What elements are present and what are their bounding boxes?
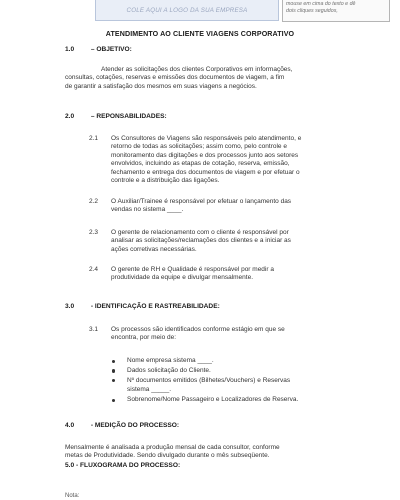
section-3-heading: [65, 303, 220, 310]
item-2-1-line: controle e a distribuição das ligações.: [111, 177, 220, 185]
item-2-1-line: retorno de todas as solicitações; assim como, pelo controle e: [111, 143, 287, 151]
list-item: Dados solicitação do Cliente.: [112, 367, 298, 375]
section-3-title: - IDENTIFICAÇÃO E RASTREABILIDADE:: [90, 303, 220, 310]
item-3-1-line: encontra, por meio de:: [111, 334, 177, 342]
section-3-number: 3.0: [65, 303, 75, 310]
item-2-3-line: O gerente de relacionamento com o cliente é responsável por: [111, 229, 289, 236]
item-3-1-number: 3.1: [89, 326, 99, 333]
section-1-text: [65, 66, 339, 91]
item-2-1-line: Os Consultores de Viagens são responsáveis pelo atendimento, e: [111, 135, 302, 142]
logo-placeholder-text: COLE AQUI A LOGO DA SUA EMPRESA: [126, 6, 248, 14]
instruction-note-line-1: mouse em cima do texto e dê: [286, 1, 356, 7]
section-1-line-1: Atender as solicitações dos clientes Corporativos em informações,: [101, 66, 293, 73]
item-2-3-line: analisar as solicitações/reclamações dos clientes e a iniciar as: [111, 237, 291, 245]
list-item: Sobrenome/Nome Passageiro e Localizadores de Reserva.: [112, 396, 298, 404]
section-1-title: – OBJETIVO:: [90, 46, 132, 53]
section-2-title: – REPONSABILIDADES:: [90, 113, 167, 120]
instruction-note-box: [282, 0, 390, 22]
item-2-2-line: O Auxiliar/Trainee é responsável por efetuar o lançamento das: [111, 198, 292, 205]
item-2-4-number: 2.4: [89, 266, 99, 273]
item-2-1-line: envolvidos, incluindo as etapas de cotação, reserva, emissão,: [111, 160, 290, 168]
item-2-1-line: monitoramento das digitações e dos processos junto aos setores: [111, 151, 299, 159]
document-title: ATENDIMENTO AO CLIENTE VIAGENS CORPORATIVO: [105, 30, 295, 38]
section-5-heading: 5.0 - FLUXOGRAMA DO PROCESSO:: [65, 462, 181, 469]
footer-note-label: Nota:: [65, 493, 80, 499]
list-item: Nome empresa sistema ____.: [112, 357, 298, 365]
item-2-1-text: [111, 135, 339, 185]
item-2-4-line: O gerente de RH e Qualidade é responsável por medir a: [111, 266, 274, 273]
item-3-1-line: Os processos são identificados conforme estágio em que se: [111, 326, 285, 333]
section-2-number: 2.0: [65, 113, 75, 120]
footer-note: [65, 493, 79, 499]
item-2-1-line: fechamento e entrega dos documentos de viagem e por efetuar o: [111, 168, 300, 176]
item-3-1-text: [111, 326, 339, 343]
section-4-line-2: metas de Produtividade. Sendo divulgado durante o mês subseqüente.: [65, 452, 270, 460]
section-4-line-1: Mensalmente é analisada a produção mensal de cada consultor, conforme: [65, 444, 280, 451]
item-2-2-line: vendas no sistema ____.: [111, 206, 184, 214]
section-1-line-2: consultas, cotações, reservas e emissões dos documentos de viagem, a fim: [65, 74, 285, 82]
item-2-4-text: [111, 266, 339, 283]
section-4-title: - MEDIÇÃO DO PROCESSO:: [90, 422, 180, 429]
item-2-4-line: produtividade da equipe e divulgar mensalmente.: [111, 274, 254, 282]
item-2-3-line: ações corretivas necessárias.: [111, 245, 197, 253]
section-1-line-3: de garantir a satisfação dos mesmos em suas viagens a negócios.: [65, 82, 257, 90]
instruction-note-line-2: dois cliques seguidos,: [286, 8, 338, 14]
section-2-heading: [65, 113, 167, 120]
item-2-2-number: 2.2: [89, 198, 99, 205]
item-2-1-number: 2.1: [89, 135, 99, 142]
list-item: Nº documentos emitidos (Bilhetes/Vouchers) e Reservas: [112, 377, 298, 385]
section-4-heading: [65, 422, 179, 429]
item-2-3-text: [111, 229, 339, 254]
item-2-2-text: [111, 198, 339, 215]
identification-list: [112, 357, 298, 406]
section-4-number: 4.0: [65, 422, 75, 429]
section-1-heading: [65, 46, 132, 53]
logo-placeholder[interactable]: [95, 0, 279, 21]
section-4-text: [65, 444, 339, 461]
section-1-number: 1.0: [65, 46, 75, 53]
list-item-continuation: sistema _____.: [127, 386, 172, 394]
item-2-3-number: 2.3: [89, 229, 99, 236]
